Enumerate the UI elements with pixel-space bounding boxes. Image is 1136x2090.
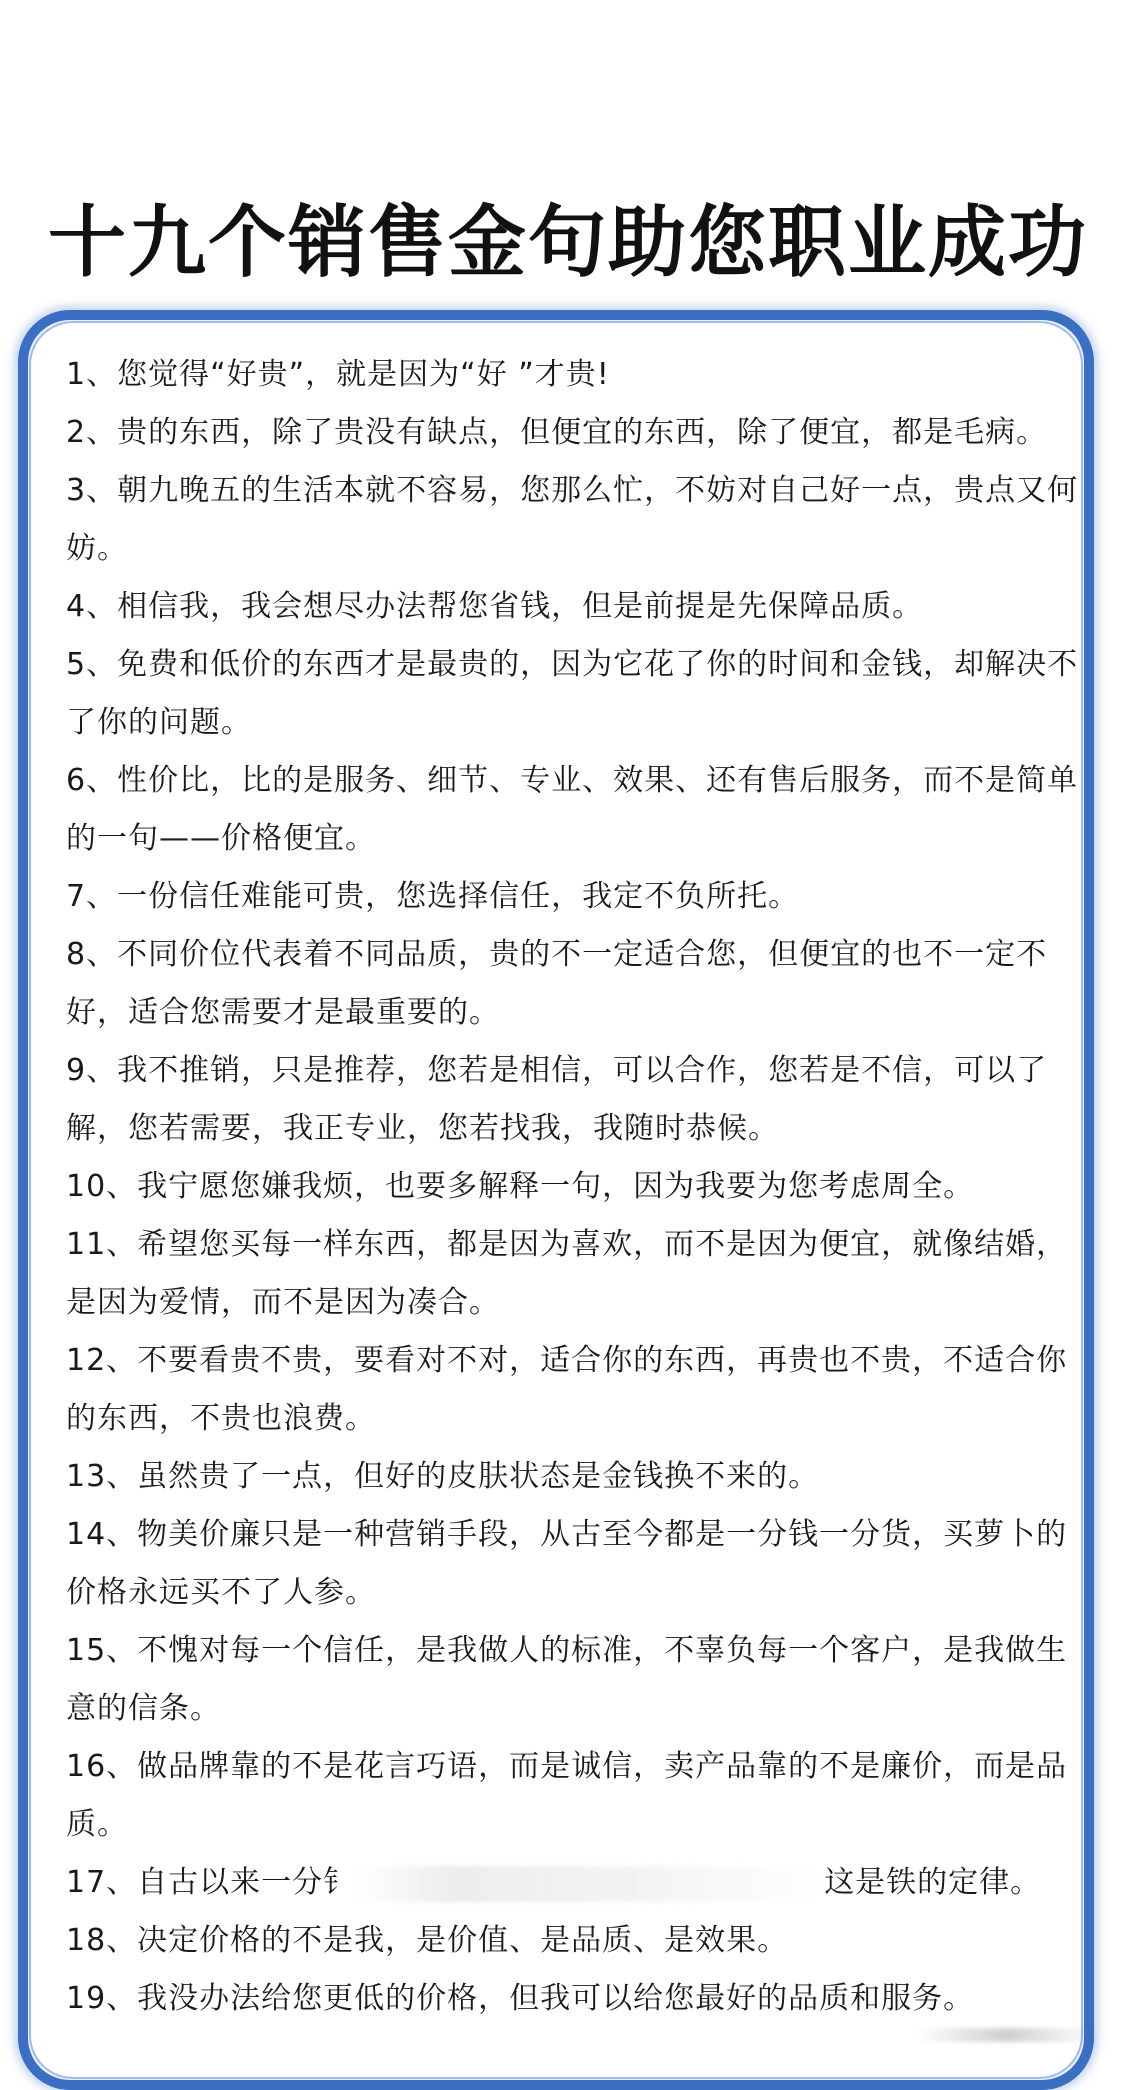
quote-item-2: 2、贵的东西，除了贵没有缺点，但便宜的东西，除了便宜，都是毛病。 bbox=[66, 415, 1048, 450]
quote-item-17 bbox=[66, 1854, 1086, 1912]
quote-item-13: 13、虽然贵了一点，但好的皮肤状态是金钱换不来的。 bbox=[66, 1459, 820, 1494]
quote-item-3: 3、朝九晚五的生活本就不容易，您那么忙，不妨对自己好一点，贵点又何妨。 bbox=[66, 473, 1079, 566]
quote-item-8: 8、不同价位代表着不同品质，贵的不一定适合您，但便宜的也不一定不好，适合您需要才是最重要的。 bbox=[66, 937, 1048, 1030]
quote-item-6: 6、性价比，比的是服务、细节、专业、效果、还有售后服务，而不是简单的一句——价格便宜。 bbox=[66, 763, 1079, 856]
quote-item-12: 12、不要看贵不贵，要看对不对，适合你的东西，再贵也不贵，不适合你的东西，不贵也浪费。 bbox=[66, 1343, 1068, 1436]
obscured-text-region bbox=[354, 1866, 824, 1902]
quote-item-17-head: 17、自古以来一分钅 bbox=[66, 1865, 355, 1900]
quote-item-10: 10、我宁愿您嫌我烦，也要多解释一句，因为我要为您考虑周全。 bbox=[66, 1169, 975, 1204]
quote-list bbox=[66, 346, 1086, 2028]
quote-item-15: 15、不愧对每一个信任，是我做人的标准，不辜负每一个客户，是我做生意的信条。 bbox=[66, 1633, 1068, 1726]
quote-item-14: 14、物美价廉只是一种营销手段，从古至今都是一分钱一分货，买萝卜的价格永远买不了人参。 bbox=[66, 1517, 1068, 1610]
quote-item-19: 19、我没办法给您更低的价格，但我可以给您最好的品质和服务。 bbox=[66, 1981, 975, 2016]
quote-item-9: 9、我不推销，只是推荐，您若是相信，可以合作，您若是不信，可以了解，您若需要，我正专业，您若找我，我随时恭候。 bbox=[66, 1053, 1048, 1146]
quote-item-18: 18、决定价格的不是我，是价值、是品质、是效果。 bbox=[66, 1923, 789, 1958]
quote-item-4: 4、相信我，我会想尽办法帮您省钱，但是前提是先保障品质。 bbox=[66, 589, 924, 624]
quote-item-1: 1、您觉得“好贵”，就是因为“好 ”才贵! bbox=[66, 357, 610, 392]
quote-item-7: 7、一份信任难能可贵，您选择信任，我定不负所托。 bbox=[66, 879, 800, 914]
quote-item-5: 5、免费和低价的东西才是最贵的，因为它花了你的时间和金钱，却解决不了你的问题。 bbox=[66, 647, 1079, 740]
quote-item-16: 16、做品牌靠的不是花言巧语，而是诚信，卖产品靠的不是廉价，而是品质。 bbox=[66, 1749, 1068, 1842]
watermark-smudge bbox=[916, 2028, 1096, 2042]
page-title: 十九个销售金句助您职业成功 bbox=[47, 198, 1088, 288]
quote-item-11: 11、希望您买每一样东西，都是因为喜欢，而不是因为便宜，就像结婚，是因为爱情，而不是因为凑合。 bbox=[66, 1227, 1068, 1320]
quote-item-17-tail: 这是铁的定律。 bbox=[824, 1865, 1042, 1900]
